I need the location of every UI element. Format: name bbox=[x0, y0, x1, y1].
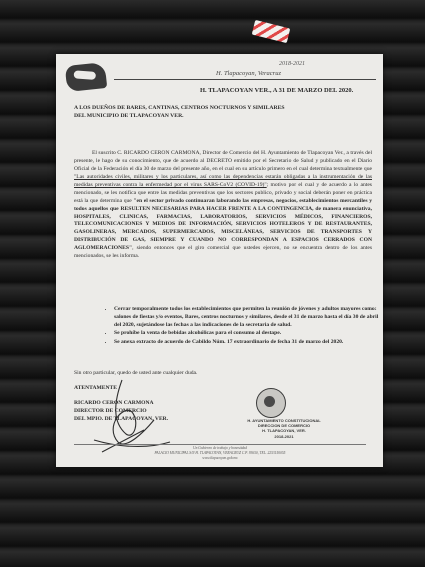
body-middle: ; motivo por el cual y de acuerdo a lo antes mencionado, se les notifica que entre las medidas preventivas que los sectores publico, privado y social deberán poner en práctica está la que determina que bbox=[74, 181, 372, 204]
notice-document bbox=[56, 54, 383, 467]
body-paragraph bbox=[74, 150, 372, 261]
footer-website: www.tlapacoyan.gob.mx bbox=[202, 456, 238, 461]
body-intro: El suscrito C. RICARDO CERON CARMONA, Director de Comercio del H. Ayuntamiento de Tlapacoyan Ver., a través del presente, le hago de su conocimiento, que de acuerdo al DECRETO emitido por el Secretario de Salud y publicado en el Diario Oficial de la Federación el día 30 de marzo del presente año, en el cual en su artículo primero en el cual determina textualmente que bbox=[74, 150, 372, 172]
body-decree-quote: "Las autoridades civiles, militares y los particulares, así como las dependencias estarán obligadas a la instrumentación de las medidas preventivas contra la enfermedad por el virus SARS-CoV2 (COVID-19)" bbox=[74, 173, 372, 188]
stamp-line-2: DIRECCION DE COMERCIO bbox=[257, 423, 311, 429]
footer-divider bbox=[74, 444, 366, 445]
body-end: , siendo entonces que el giro comercial que ustedes ejercen, no se encuentra dentro de los antes mencionados, se les informa. bbox=[74, 245, 372, 260]
administration-period: 2018-2021 bbox=[279, 61, 305, 67]
footer-motto: Un Gobierno de trabajo y honestidad bbox=[192, 446, 247, 450]
municipal-logo-icon bbox=[65, 62, 107, 92]
signature-greeting: ATENTAMENTE bbox=[74, 385, 117, 391]
closing-line: Sin otro particular, quedo de usted ante cualquier duda. bbox=[74, 370, 198, 376]
list-item: • Se prohíbe la venta de bebidas alcohólicas para el consumo al destape. bbox=[114, 330, 383, 338]
town-header: H. Tlapacoyan, Veracruz bbox=[216, 70, 281, 77]
date-line: H. TLAPACOYAN VER., A 31 DE MARZO DEL 2020. bbox=[200, 87, 354, 94]
signatory-name: RICARDO CERON CARMONA bbox=[74, 400, 154, 407]
addressee bbox=[74, 105, 374, 120]
list-item: • Cerrar temporalmente todos los establecimientos que permiten la reunión de jóvenes y adultos mayores como: salones de fiestas y/o eventos, Bares, centros nocturnos y similares, desde el 31 de marzo hasta el día 30 de abril del 2020, sujetándose las fechas a las indicaciones de la secretaria de salud. bbox=[114, 306, 383, 329]
signatory-title: DIRECTOR DE COMERCIO bbox=[74, 408, 147, 415]
addressee-line-1: A LOS DUEÑOS DE BARES, CANTINAS, CENTROS NOCTURNOS Y SIMILARES bbox=[74, 105, 285, 111]
footer-address: PALACIO MUNICIPAL S/N H. TLAPACOYAN, VERACRUZ C.P. 93650, TEL. 2253150055 bbox=[154, 451, 286, 456]
signature-block bbox=[74, 384, 168, 423]
body-bold-quote: "en el sector privado continuaran laborando las empresas, negocios, establecimientos mercantiles y todos aquellos que RESULTEN NECESARIAS PARA HACER FRENTE A LA CONTINGENCIA, de manera enunciativa, HOSPITALES, CLINICAS, FARMACIAS, LABORATORIOS, SERVICIOS MÉDICOS, FINANCIEROS, TELECOMUNICACIONES Y MEDIOS DE INFORMACIÓN, SERVICIOS HOTELEROS Y DE RESTAURANTES, GASOLINERAS, MERCADOS, SUPERMERCADOS, MISCELÁNEAS, SERVICIOS DE TRANSPORTES Y DISTRIBUCIÓN DE GAS, SIEMPRE Y CUANDO NO CORRESPONDAN A ESPACIOS CERRADOS CON AGLOMERACIONES" bbox=[74, 197, 372, 252]
official-stamp bbox=[234, 418, 334, 439]
measures-list bbox=[104, 306, 383, 348]
list-item: • Se anexa extracto de acuerdo de Cabildo Núm. 17 extraordinario de fecha 31 de marzo del 2020. bbox=[114, 339, 383, 347]
official-seal-icon bbox=[256, 388, 286, 418]
addressee-line-2: DEL MUNICIPIO DE TLAPACOYAN VER. bbox=[74, 112, 184, 119]
header-divider bbox=[114, 79, 376, 80]
stamp-line-3: H. TLAPACOYAN, VER. bbox=[262, 428, 306, 434]
footer bbox=[74, 446, 366, 462]
signatory-municipality: DEL MPIO. DE TLAPACOYAN, VER. bbox=[74, 416, 169, 423]
stamp-line-1: H. AYUNTAMIENTO CONSTITUCIONAL bbox=[247, 418, 321, 423]
stamp-line-4: 2018-2021 bbox=[274, 433, 294, 439]
